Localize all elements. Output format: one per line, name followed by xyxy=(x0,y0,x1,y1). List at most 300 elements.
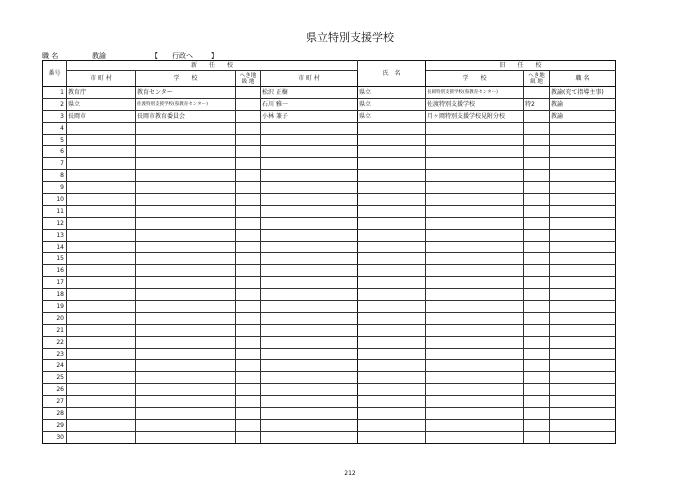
old-school-cell xyxy=(426,134,524,146)
new-school-cell: 佐渡特別支援学校(県教育センター) xyxy=(136,98,236,110)
old-school-cell xyxy=(426,301,524,313)
new-school-cell xyxy=(136,134,236,146)
header-new-city: 市 町 村 xyxy=(67,71,136,87)
header-old-school: 学 校 xyxy=(426,71,524,87)
name-cell xyxy=(261,194,358,206)
old-school-cell xyxy=(426,146,524,158)
old-city-cell: 県立 xyxy=(358,87,426,99)
new-city-cell xyxy=(67,158,136,170)
old-city-cell xyxy=(358,194,426,206)
new-city-cell xyxy=(67,217,136,229)
new-remote-cell xyxy=(236,98,261,110)
bracket-close: 】 xyxy=(211,52,218,60)
old-remote-cell xyxy=(524,301,550,313)
new-school-cell xyxy=(136,360,236,372)
new-remote-cell xyxy=(236,194,261,206)
job-value: 教諭 xyxy=(92,52,106,60)
table-row xyxy=(43,336,616,348)
old-remote-cell xyxy=(524,324,550,336)
header-new-remote-line2: 級 地 xyxy=(241,78,255,85)
old-school-cell xyxy=(426,348,524,360)
name-cell xyxy=(261,419,358,431)
new-remote-cell xyxy=(236,396,261,408)
table-row xyxy=(43,98,616,110)
name-cell xyxy=(261,229,358,241)
header-new-school: 学 校 xyxy=(136,71,236,87)
table-row xyxy=(43,217,616,229)
header-old-remote-line1: へき地 xyxy=(528,72,545,79)
name-cell xyxy=(261,289,358,301)
name-cell xyxy=(261,312,358,324)
table-row xyxy=(43,229,616,241)
job-cell xyxy=(550,431,616,443)
row-number: 10 xyxy=(43,194,67,206)
new-city-cell xyxy=(67,170,136,182)
new-remote-cell xyxy=(236,348,261,360)
new-remote-cell xyxy=(236,289,261,301)
name-cell xyxy=(261,134,358,146)
table-row xyxy=(43,289,616,301)
old-city-cell xyxy=(358,301,426,313)
old-city-cell xyxy=(358,170,426,182)
new-school-cell xyxy=(136,419,236,431)
old-city-cell: 県立 xyxy=(358,98,426,110)
new-city-cell xyxy=(67,372,136,384)
new-remote-cell xyxy=(236,360,261,372)
table-row xyxy=(43,158,616,170)
table-row xyxy=(43,408,616,420)
old-remote-cell xyxy=(524,277,550,289)
old-school-cell xyxy=(426,419,524,431)
new-school-cell xyxy=(136,312,236,324)
job-cell xyxy=(550,158,616,170)
job-cell xyxy=(550,134,616,146)
old-school-cell xyxy=(426,289,524,301)
name-cell: 石川 雅一 xyxy=(261,98,358,110)
row-number: 9 xyxy=(43,182,67,194)
new-city-cell: 教育庁 xyxy=(67,87,136,99)
row-number: 29 xyxy=(43,419,67,431)
new-city-cell xyxy=(67,194,136,206)
old-school-cell xyxy=(426,265,524,277)
new-remote-cell xyxy=(236,277,261,289)
old-city-cell xyxy=(358,205,426,217)
new-city-cell xyxy=(67,241,136,253)
new-school-cell xyxy=(136,170,236,182)
name-cell xyxy=(261,182,358,194)
new-school-cell: 教育センター xyxy=(136,87,236,99)
new-school-cell xyxy=(136,431,236,443)
new-remote-cell xyxy=(236,122,261,134)
old-school-cell xyxy=(426,408,524,420)
new-city-cell xyxy=(67,134,136,146)
new-city-cell xyxy=(67,146,136,158)
new-city-cell xyxy=(67,324,136,336)
row-number: 5 xyxy=(43,134,67,146)
table-row xyxy=(43,419,616,431)
job-cell xyxy=(550,217,616,229)
old-remote-cell xyxy=(524,289,550,301)
name-cell: 小林 兼子 xyxy=(261,110,358,122)
new-city-cell xyxy=(67,229,136,241)
old-city-cell xyxy=(358,419,426,431)
old-city-cell xyxy=(358,146,426,158)
old-remote-cell xyxy=(524,408,550,420)
new-school-cell xyxy=(136,205,236,217)
old-school-cell xyxy=(426,241,524,253)
job-cell xyxy=(550,265,616,277)
new-school-cell: 長岡市教育委員会 xyxy=(136,110,236,122)
new-city-cell xyxy=(67,205,136,217)
new-school-cell xyxy=(136,241,236,253)
old-city-cell xyxy=(358,324,426,336)
header-new-remote-line1: へき地 xyxy=(239,72,257,79)
job-cell: 教諭(充て指導主事) xyxy=(550,87,616,99)
name-cell xyxy=(261,217,358,229)
row-number: 19 xyxy=(43,301,67,313)
page-title: 県立特別支援学校 xyxy=(306,31,394,44)
new-school-cell xyxy=(136,289,236,301)
old-remote-cell xyxy=(524,170,550,182)
row-number: 4 xyxy=(43,122,67,134)
old-school-cell xyxy=(426,194,524,206)
job-cell xyxy=(550,336,616,348)
job-cell xyxy=(550,348,616,360)
table-row xyxy=(43,205,616,217)
row-number: 20 xyxy=(43,312,67,324)
name-cell xyxy=(261,122,358,134)
old-remote-cell xyxy=(524,146,550,158)
new-city-cell: 長岡市 xyxy=(67,110,136,122)
row-number: 12 xyxy=(43,217,67,229)
table-row xyxy=(43,324,616,336)
new-remote-cell xyxy=(236,336,261,348)
new-school-cell xyxy=(136,158,236,170)
old-school-cell xyxy=(426,312,524,324)
old-remote-cell xyxy=(524,194,550,206)
new-city-cell xyxy=(67,312,136,324)
job-cell xyxy=(550,170,616,182)
row-number: 13 xyxy=(43,229,67,241)
old-city-cell xyxy=(358,158,426,170)
old-city-cell: 県立 xyxy=(358,110,426,122)
header-old-remote-line2: 級 地 xyxy=(530,78,543,85)
row-number: 15 xyxy=(43,253,67,265)
old-remote-cell xyxy=(524,348,550,360)
new-city-cell xyxy=(67,419,136,431)
table-row xyxy=(43,110,616,122)
old-remote-cell xyxy=(524,182,550,194)
table-row xyxy=(43,360,616,372)
old-city-cell xyxy=(358,312,426,324)
old-school-cell xyxy=(426,229,524,241)
old-city-cell xyxy=(358,289,426,301)
old-remote-cell xyxy=(524,217,550,229)
transfer-table xyxy=(42,60,616,444)
job-cell xyxy=(550,146,616,158)
old-city-cell xyxy=(358,182,426,194)
job-cell xyxy=(550,384,616,396)
old-remote-cell xyxy=(524,419,550,431)
new-remote-cell xyxy=(236,170,261,182)
old-remote-cell xyxy=(524,87,550,99)
name-cell: 松沢 正樹 xyxy=(261,87,358,99)
row-number: 21 xyxy=(43,324,67,336)
job-cell xyxy=(550,205,616,217)
new-remote-cell xyxy=(236,87,261,99)
table-row xyxy=(43,396,616,408)
job-cell xyxy=(550,360,616,372)
row-number: 27 xyxy=(43,396,67,408)
new-school-cell xyxy=(136,253,236,265)
job-cell xyxy=(550,312,616,324)
new-school-cell xyxy=(136,336,236,348)
job-cell xyxy=(550,253,616,265)
row-number: 30 xyxy=(43,431,67,443)
row-number: 6 xyxy=(43,146,67,158)
name-cell xyxy=(261,360,358,372)
header-name: 氏 名 xyxy=(358,61,426,87)
table-row xyxy=(43,122,616,134)
new-remote-cell xyxy=(236,110,261,122)
new-school-cell xyxy=(136,194,236,206)
table-body xyxy=(43,87,616,444)
new-remote-cell xyxy=(236,301,261,313)
old-school-cell xyxy=(426,277,524,289)
row-number: 14 xyxy=(43,241,67,253)
old-city-cell xyxy=(358,134,426,146)
name-cell xyxy=(261,384,358,396)
new-school-cell xyxy=(136,217,236,229)
row-number: 11 xyxy=(43,205,67,217)
old-remote-cell xyxy=(524,253,550,265)
old-city-cell xyxy=(358,229,426,241)
new-school-cell xyxy=(136,146,236,158)
old-school-cell xyxy=(426,122,524,134)
old-city-cell xyxy=(358,360,426,372)
job-cell xyxy=(550,122,616,134)
new-school-cell xyxy=(136,408,236,420)
new-school-cell xyxy=(136,301,236,313)
name-cell xyxy=(261,348,358,360)
row-number: 7 xyxy=(43,158,67,170)
old-city-cell xyxy=(358,122,426,134)
row-number: 23 xyxy=(43,348,67,360)
name-cell xyxy=(261,396,358,408)
new-city-cell xyxy=(67,384,136,396)
old-remote-cell xyxy=(524,265,550,277)
row-number: 24 xyxy=(43,360,67,372)
old-school-cell xyxy=(426,182,524,194)
new-city-cell xyxy=(67,431,136,443)
old-remote-cell xyxy=(524,336,550,348)
table-row xyxy=(43,182,616,194)
old-remote-cell xyxy=(524,134,550,146)
new-remote-cell xyxy=(236,158,261,170)
old-school-cell xyxy=(426,372,524,384)
old-city-cell xyxy=(358,372,426,384)
old-school-cell xyxy=(426,431,524,443)
name-cell xyxy=(261,408,358,420)
table-row xyxy=(43,241,616,253)
job-cell xyxy=(550,289,616,301)
old-remote-cell xyxy=(524,384,550,396)
table-row xyxy=(43,265,616,277)
old-school-cell xyxy=(426,384,524,396)
old-school-cell: 月ヶ岡特別支援学校見附分校 xyxy=(426,110,524,122)
new-city-cell xyxy=(67,348,136,360)
table-row xyxy=(43,372,616,384)
header-old-remote xyxy=(524,71,550,87)
old-school-cell xyxy=(426,324,524,336)
old-remote-cell xyxy=(524,158,550,170)
row-number: 28 xyxy=(43,408,67,420)
name-cell xyxy=(261,324,358,336)
old-remote-cell xyxy=(524,312,550,324)
new-city-cell xyxy=(67,396,136,408)
table-row xyxy=(43,301,616,313)
bracket-open: 【 xyxy=(151,52,158,60)
table-row xyxy=(43,348,616,360)
old-city-cell xyxy=(358,217,426,229)
job-cell xyxy=(550,301,616,313)
new-remote-cell xyxy=(236,384,261,396)
old-city-cell xyxy=(358,408,426,420)
table-row xyxy=(43,431,616,443)
header-old-city: 市 町 村 xyxy=(261,71,358,87)
row-number: 1 xyxy=(43,87,67,99)
old-city-cell xyxy=(358,265,426,277)
old-remote-cell xyxy=(524,241,550,253)
old-school-cell xyxy=(426,396,524,408)
new-city-cell xyxy=(67,336,136,348)
old-remote-cell xyxy=(524,110,550,122)
job-cell xyxy=(550,324,616,336)
new-city-cell xyxy=(67,360,136,372)
job-label: 職 名 xyxy=(42,52,59,60)
row-number: 8 xyxy=(43,170,67,182)
name-cell xyxy=(261,170,358,182)
new-city-cell xyxy=(67,122,136,134)
job-cell xyxy=(550,419,616,431)
old-city-cell xyxy=(358,431,426,443)
new-school-cell xyxy=(136,372,236,384)
new-school-cell xyxy=(136,265,236,277)
old-school-cell: 佐渡特別支援学校 xyxy=(426,98,524,110)
new-school-cell xyxy=(136,324,236,336)
table-row xyxy=(43,253,616,265)
name-cell xyxy=(261,146,358,158)
job-cell xyxy=(550,277,616,289)
row-number: 17 xyxy=(43,277,67,289)
job-cell xyxy=(550,396,616,408)
header-job: 職 名 xyxy=(550,71,616,87)
name-cell xyxy=(261,336,358,348)
old-remote-cell xyxy=(524,205,550,217)
old-school-cell xyxy=(426,158,524,170)
new-remote-cell xyxy=(236,431,261,443)
job-cell xyxy=(550,182,616,194)
old-remote-cell: 特2 xyxy=(524,98,550,110)
old-city-cell xyxy=(358,241,426,253)
old-school-cell xyxy=(426,253,524,265)
new-city-cell xyxy=(67,408,136,420)
new-remote-cell xyxy=(236,324,261,336)
new-remote-cell xyxy=(236,217,261,229)
name-cell xyxy=(261,431,358,443)
new-remote-cell xyxy=(236,205,261,217)
new-remote-cell xyxy=(236,372,261,384)
name-cell xyxy=(261,205,358,217)
new-remote-cell xyxy=(236,134,261,146)
old-school-cell: 長岡特別支援学校(県教育センター) xyxy=(426,87,524,99)
new-city-cell xyxy=(67,301,136,313)
table-row xyxy=(43,87,616,99)
old-remote-cell xyxy=(524,360,550,372)
old-remote-cell xyxy=(524,396,550,408)
job-cell: 教諭 xyxy=(550,110,616,122)
name-cell xyxy=(261,277,358,289)
new-school-cell xyxy=(136,229,236,241)
old-school-cell xyxy=(426,205,524,217)
new-school-cell xyxy=(136,182,236,194)
old-remote-cell xyxy=(524,431,550,443)
old-school-cell xyxy=(426,217,524,229)
new-school-cell xyxy=(136,122,236,134)
name-cell xyxy=(261,301,358,313)
new-city-cell xyxy=(67,277,136,289)
old-city-cell xyxy=(358,277,426,289)
old-city-cell xyxy=(358,336,426,348)
table-row xyxy=(43,277,616,289)
new-city-cell xyxy=(67,182,136,194)
new-city-cell: 県立 xyxy=(67,98,136,110)
new-remote-cell xyxy=(236,229,261,241)
new-remote-cell xyxy=(236,146,261,158)
job-cell xyxy=(550,408,616,420)
new-school-cell xyxy=(136,384,236,396)
row-number: 25 xyxy=(43,372,67,384)
old-city-cell xyxy=(358,348,426,360)
header-old-school-group: 旧 任 校 xyxy=(426,61,616,71)
bracket-value: 行政へ xyxy=(172,52,193,60)
old-remote-cell xyxy=(524,229,550,241)
new-school-cell xyxy=(136,348,236,360)
header-new-school-group: 新 任 校 xyxy=(67,61,358,71)
table-row xyxy=(43,194,616,206)
header-number: 番号 xyxy=(43,61,67,87)
table-row xyxy=(43,134,616,146)
old-remote-cell xyxy=(524,372,550,384)
table-row xyxy=(43,146,616,158)
table-row xyxy=(43,312,616,324)
old-school-cell xyxy=(426,360,524,372)
name-cell xyxy=(261,241,358,253)
new-remote-cell xyxy=(236,253,261,265)
header-new-remote xyxy=(236,71,261,87)
new-school-cell xyxy=(136,396,236,408)
name-cell xyxy=(261,253,358,265)
job-cell: 教諭 xyxy=(550,98,616,110)
new-city-cell xyxy=(67,253,136,265)
table-header xyxy=(43,61,616,87)
new-remote-cell xyxy=(236,408,261,420)
job-cell xyxy=(550,194,616,206)
new-remote-cell xyxy=(236,241,261,253)
old-city-cell xyxy=(358,384,426,396)
row-number: 26 xyxy=(43,384,67,396)
row-number: 16 xyxy=(43,265,67,277)
